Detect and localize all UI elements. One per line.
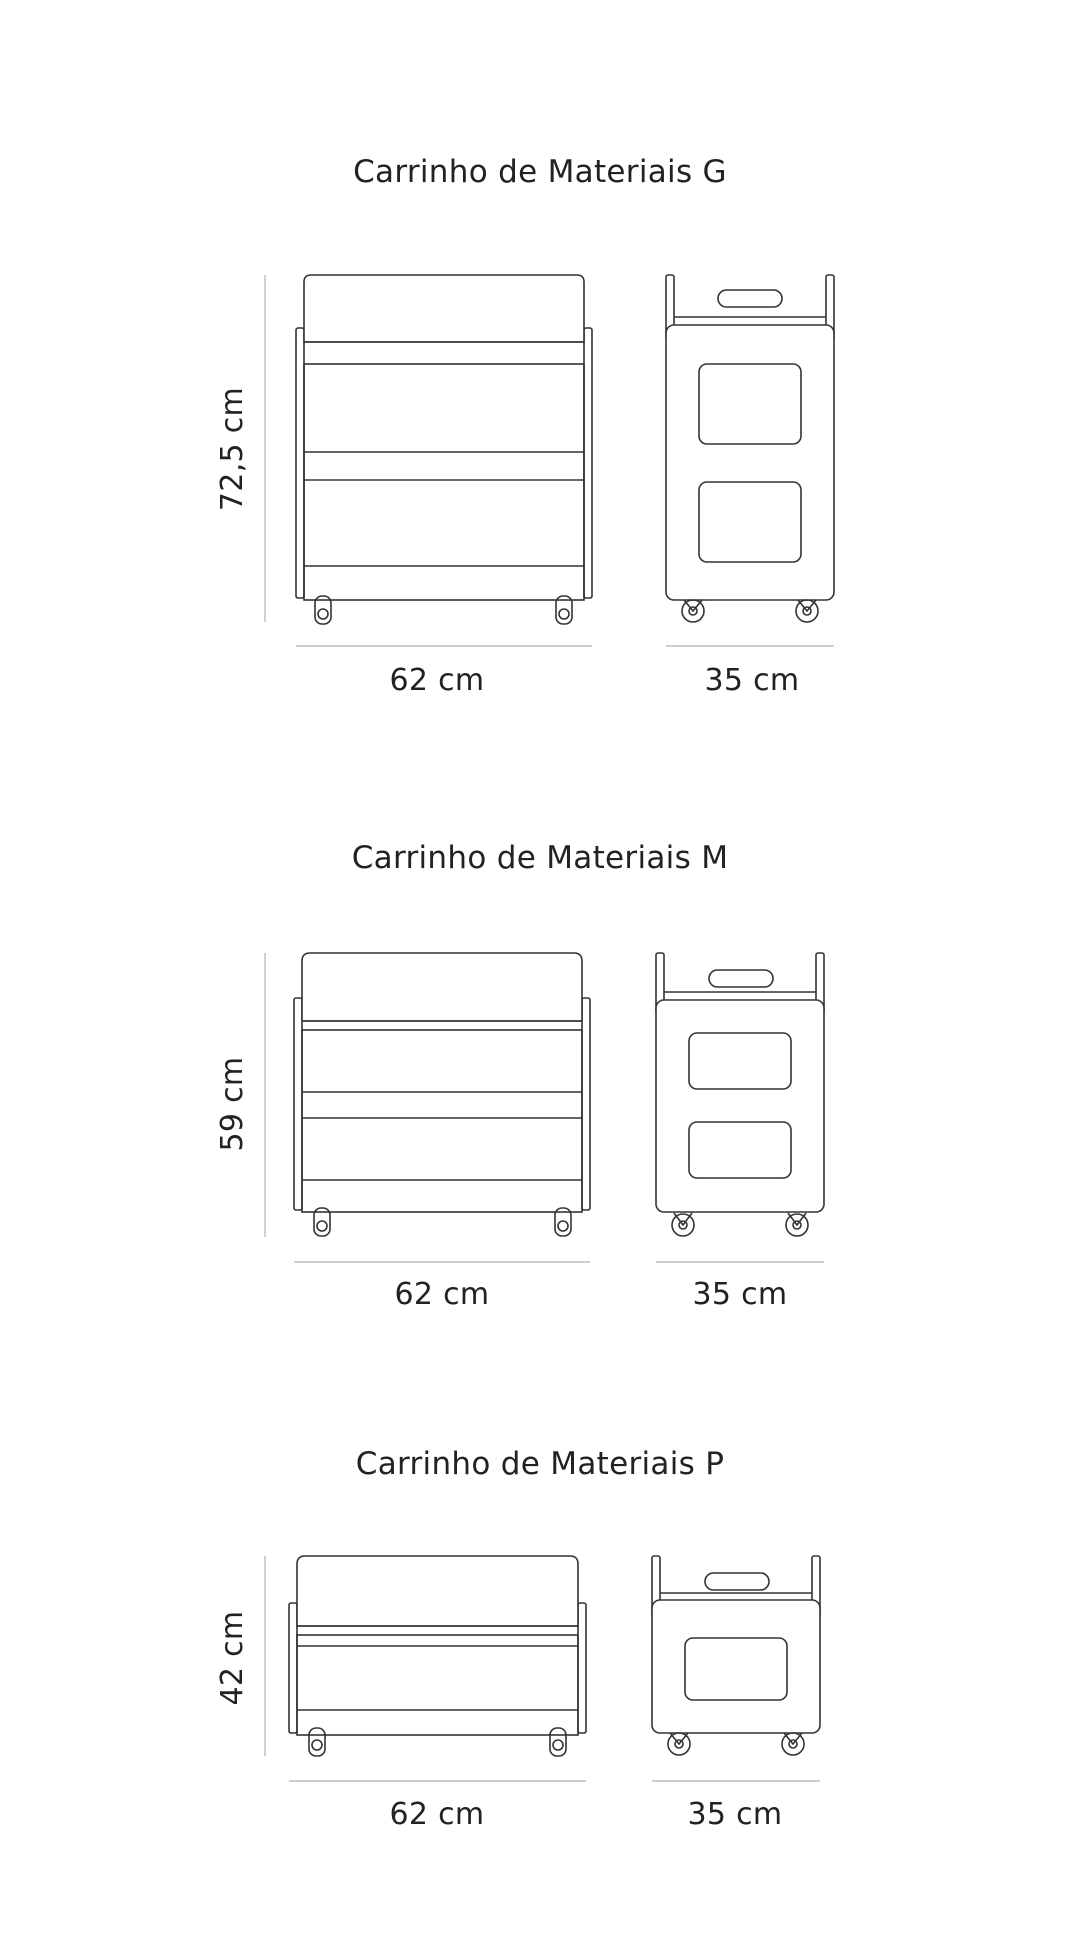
handle-slot-g bbox=[718, 290, 782, 307]
side-wheel-g-left bbox=[682, 600, 704, 622]
depth-label-m: 35 cm bbox=[692, 1277, 788, 1312]
front-view-p bbox=[289, 1556, 586, 1756]
side-wheel-m-left bbox=[672, 1213, 694, 1236]
width-label-p: 62 cm bbox=[389, 1797, 485, 1832]
side-wheel-m-right bbox=[786, 1213, 808, 1236]
depth-label-g: 35 cm bbox=[704, 663, 800, 698]
handle-slot-m bbox=[709, 970, 773, 987]
front-view-g bbox=[296, 275, 592, 624]
side-wheel-g-right bbox=[796, 600, 818, 622]
side-view-p bbox=[652, 1556, 820, 1755]
side-view-m bbox=[656, 953, 824, 1236]
side-wheel-p-left bbox=[668, 1733, 690, 1755]
height-label-g: 72,5 cm bbox=[215, 386, 250, 512]
handle-slot-p bbox=[705, 1573, 769, 1590]
product-title-m: Carrinho de Materiais M bbox=[351, 840, 729, 876]
product-title-p: Carrinho de Materiais P bbox=[355, 1446, 725, 1482]
product-m bbox=[215, 840, 824, 1312]
product-g bbox=[215, 154, 834, 698]
front-caster-p-right bbox=[550, 1728, 566, 1756]
side-wheel-p-right bbox=[782, 1733, 804, 1755]
width-label-g: 62 cm bbox=[389, 663, 485, 698]
height-label-m: 59 cm bbox=[215, 1056, 250, 1152]
product-title-g: Carrinho de Materiais G bbox=[353, 154, 727, 190]
width-label-m: 62 cm bbox=[394, 1277, 490, 1312]
height-label-p: 42 cm bbox=[215, 1610, 250, 1706]
depth-label-p: 35 cm bbox=[687, 1797, 783, 1832]
side-view-g bbox=[666, 275, 834, 622]
front-caster-p-left bbox=[309, 1728, 325, 1756]
product-p bbox=[215, 1446, 820, 1832]
front-view-m bbox=[294, 953, 590, 1236]
